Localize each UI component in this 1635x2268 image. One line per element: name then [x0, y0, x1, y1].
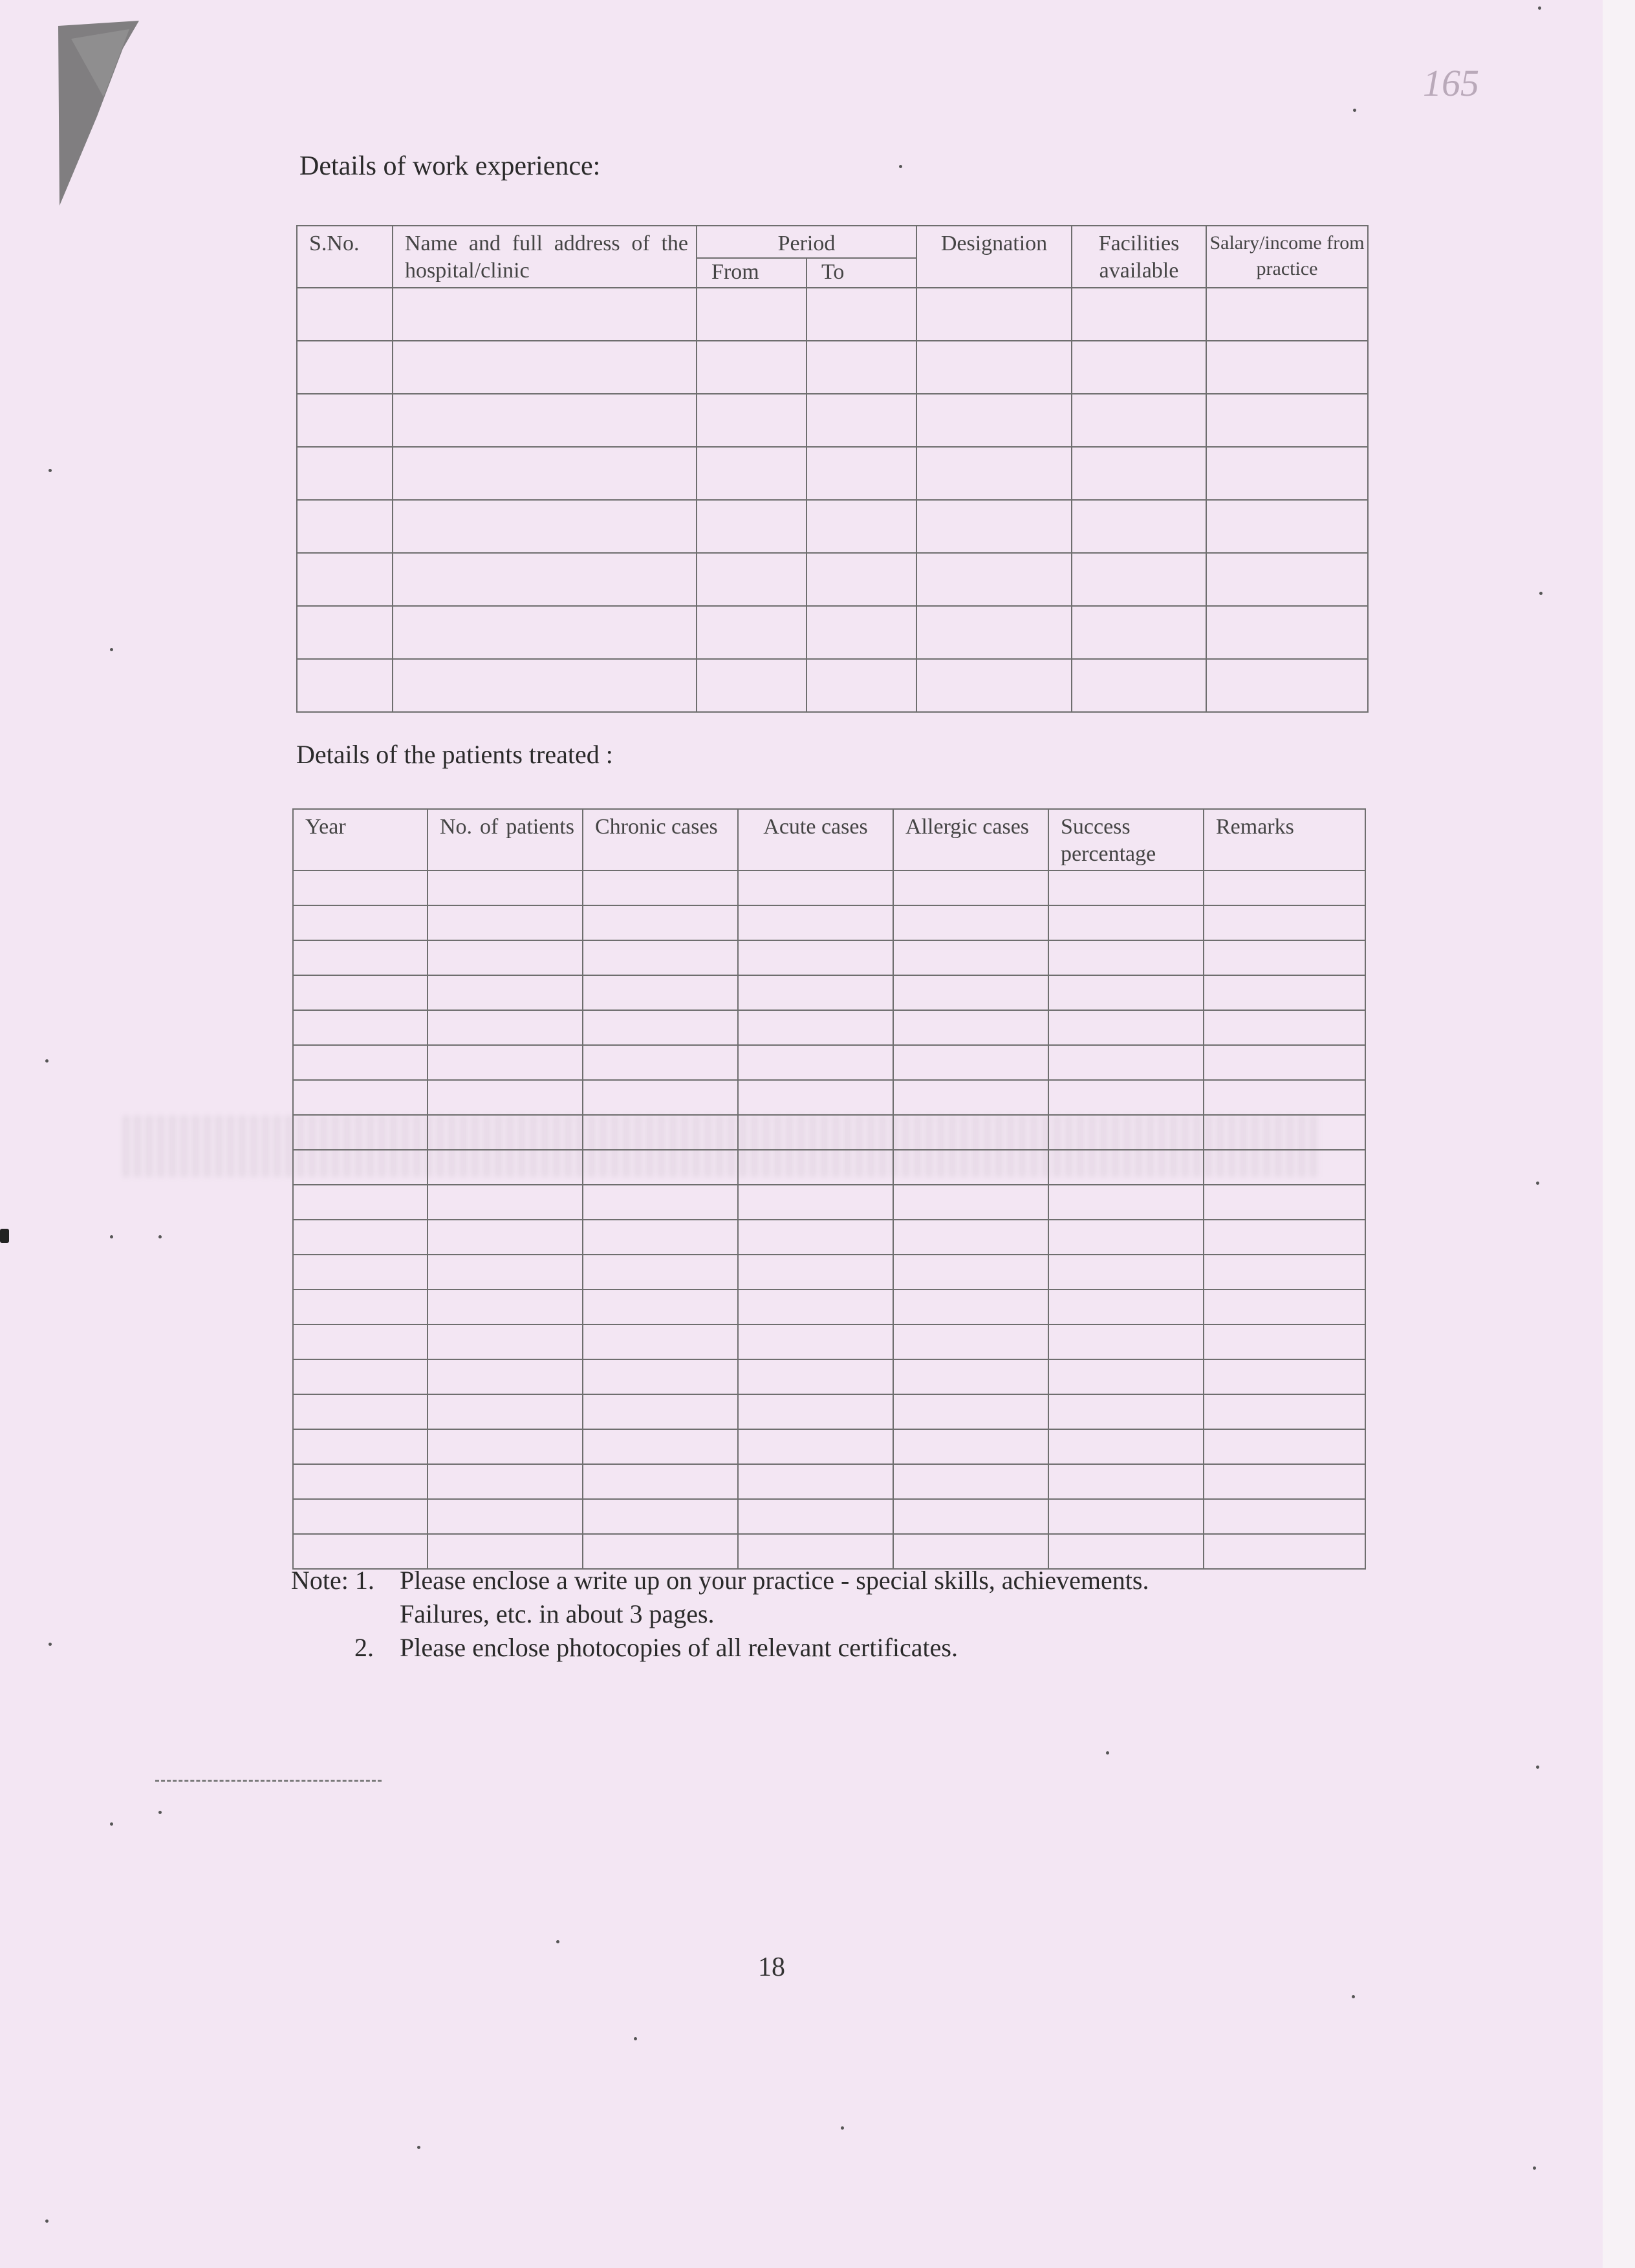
header-remarks: Remarks — [1204, 809, 1365, 870]
table-cell — [893, 1010, 1048, 1045]
scan-speck — [110, 1235, 113, 1238]
table-cell — [738, 1150, 893, 1185]
table-cell — [697, 659, 807, 712]
table-cell — [1204, 1185, 1365, 1220]
scan-speck — [158, 1811, 162, 1814]
table-cell — [1072, 553, 1206, 606]
table-cell — [807, 500, 916, 553]
table-cell — [428, 1045, 583, 1080]
header-from: From — [697, 258, 807, 288]
table-cell — [393, 447, 697, 500]
table-cell — [297, 288, 393, 341]
table-cell — [428, 1185, 583, 1220]
table-cell — [428, 940, 583, 975]
table-cell — [1048, 1359, 1204, 1394]
table-cell — [293, 1220, 428, 1255]
table-cell — [297, 606, 393, 659]
work-experience-title: Details of work experience: — [299, 151, 601, 181]
table-cell — [1048, 870, 1204, 905]
table-cell — [1204, 940, 1365, 975]
table-cell — [697, 341, 807, 394]
table-row — [297, 394, 1368, 447]
table-cell — [893, 870, 1048, 905]
table-cell — [893, 1150, 1048, 1185]
scan-edge — [1603, 0, 1635, 2268]
table-cell — [1048, 1324, 1204, 1359]
table-row — [297, 553, 1368, 606]
table-header-row — [293, 809, 1365, 870]
table-cell — [428, 1220, 583, 1255]
table-cell — [1204, 975, 1365, 1010]
table-cell — [428, 1429, 583, 1464]
scan-speck — [49, 469, 52, 472]
table-cell — [893, 975, 1048, 1010]
table-cell — [1072, 500, 1206, 553]
table-cell — [583, 1185, 738, 1220]
table-cell — [893, 1359, 1048, 1394]
table-row — [293, 1010, 1365, 1045]
table-cell — [1072, 606, 1206, 659]
table-cell — [1048, 1045, 1204, 1080]
table-row — [293, 940, 1365, 975]
table-cell — [697, 553, 807, 606]
header-sno: S.No. — [297, 226, 393, 288]
table-cell — [738, 1324, 893, 1359]
table-cell — [1204, 1115, 1365, 1150]
header-acute: Acute cases — [738, 809, 893, 870]
table-cell — [1048, 1429, 1204, 1464]
table-row — [293, 1255, 1365, 1290]
table-cell — [738, 975, 893, 1010]
table-cell — [738, 870, 893, 905]
table-cell — [428, 1499, 583, 1534]
header-to: To — [807, 258, 916, 288]
table-row — [293, 870, 1365, 905]
corner-fold-shadow — [0, 0, 168, 213]
table-cell — [428, 1394, 583, 1429]
table-cell — [293, 1150, 428, 1185]
table-cell — [697, 447, 807, 500]
table-cell — [293, 1429, 428, 1464]
scan-speck — [1533, 2166, 1536, 2170]
table-cell — [1206, 553, 1368, 606]
table-cell — [428, 1255, 583, 1290]
table-cell — [297, 394, 393, 447]
work-experience-table — [296, 225, 1369, 713]
scan-speck — [49, 1643, 52, 1646]
table-cell — [583, 905, 738, 940]
table-row — [293, 1045, 1365, 1080]
table-cell — [393, 500, 697, 553]
table-cell — [807, 606, 916, 659]
table-cell — [1206, 659, 1368, 712]
table-row — [293, 1080, 1365, 1115]
table-cell — [1206, 394, 1368, 447]
table-header-row — [297, 226, 1368, 258]
table-cell — [583, 1359, 738, 1394]
table-cell — [293, 870, 428, 905]
header-chronic: Chronic cases — [583, 809, 738, 870]
table-cell — [1048, 1255, 1204, 1290]
table-row — [297, 500, 1368, 553]
header-allergic: Allergic cases — [893, 809, 1048, 870]
table-cell — [297, 500, 393, 553]
table-cell — [293, 940, 428, 975]
note-item-1-text: Please enclose a write up on your practice - special skills, achievements. — [400, 1566, 1149, 1595]
table-cell — [583, 1429, 738, 1464]
table-cell — [697, 394, 807, 447]
table-cell — [1048, 1080, 1204, 1115]
table-cell — [893, 1255, 1048, 1290]
table-cell — [738, 1290, 893, 1324]
table-cell — [293, 1394, 428, 1429]
table-cell — [807, 659, 916, 712]
scan-speck — [556, 1940, 559, 1943]
table-cell — [293, 975, 428, 1010]
table-cell — [1048, 1499, 1204, 1534]
table-cell — [583, 1080, 738, 1115]
scan-speck — [841, 2126, 844, 2130]
note-item-1 — [291, 1564, 1358, 1597]
table-cell — [293, 1464, 428, 1499]
table-cell — [293, 1290, 428, 1324]
table-cell — [1048, 1150, 1204, 1185]
table-cell — [393, 288, 697, 341]
table-cell — [428, 905, 583, 940]
table-cell — [297, 341, 393, 394]
table-cell — [297, 447, 393, 500]
table-cell — [293, 1499, 428, 1534]
table-cell — [738, 1464, 893, 1499]
table-cell — [1204, 1394, 1365, 1429]
table-row — [293, 1394, 1365, 1429]
table-cell — [293, 1010, 428, 1045]
table-cell — [1048, 940, 1204, 975]
table-cell — [916, 394, 1072, 447]
table-cell — [697, 606, 807, 659]
table-cell — [293, 1359, 428, 1394]
table-cell — [916, 553, 1072, 606]
table-cell — [807, 553, 916, 606]
table-cell — [738, 1115, 893, 1150]
scan-speck — [45, 1059, 49, 1063]
scan-speck — [1539, 592, 1543, 595]
table-row — [293, 1185, 1365, 1220]
table-cell — [583, 1115, 738, 1150]
table-cell — [583, 870, 738, 905]
table-cell — [916, 288, 1072, 341]
scan-speck — [899, 165, 902, 168]
scan-speck — [417, 2146, 420, 2149]
table-row — [293, 1324, 1365, 1359]
scan-speck — [1536, 1766, 1539, 1769]
table-cell — [738, 1359, 893, 1394]
table-row — [293, 1290, 1365, 1324]
table-cell — [1206, 288, 1368, 341]
scan-speck — [1353, 109, 1356, 112]
note-item-1-continuation: Failures, etc. in about 3 pages. — [400, 1599, 715, 1628]
table-cell — [428, 1150, 583, 1185]
table-cell — [393, 341, 697, 394]
table-cell — [916, 447, 1072, 500]
table-cell — [1204, 1150, 1365, 1185]
scan-speck — [110, 1822, 113, 1826]
table-cell — [738, 1220, 893, 1255]
header-no-patients: No. of patients — [428, 809, 583, 870]
table-row — [297, 447, 1368, 500]
table-cell — [1072, 341, 1206, 394]
table-row — [293, 1115, 1365, 1150]
table-cell — [1204, 870, 1365, 905]
table-cell — [393, 659, 697, 712]
scan-speck — [45, 2219, 49, 2223]
table-cell — [1206, 447, 1368, 500]
table-cell — [1048, 975, 1204, 1010]
table-cell — [1072, 394, 1206, 447]
table-cell — [1204, 1045, 1365, 1080]
table-cell — [1204, 1255, 1365, 1290]
table-cell — [1204, 1220, 1365, 1255]
table-cell — [893, 1429, 1048, 1464]
table-cell — [893, 1499, 1048, 1534]
table-cell — [293, 1080, 428, 1115]
table-cell — [807, 394, 916, 447]
note-item-2 — [291, 1631, 1358, 1665]
table-cell — [1048, 905, 1204, 940]
table-cell — [583, 940, 738, 975]
table-cell — [893, 940, 1048, 975]
table-row — [293, 1464, 1365, 1499]
table-cell — [583, 975, 738, 1010]
table-cell — [738, 1429, 893, 1464]
scan-blot — [0, 1229, 9, 1243]
table-row — [297, 341, 1368, 394]
table-cell — [893, 1185, 1048, 1220]
scan-speck — [1538, 6, 1541, 10]
table-row — [297, 606, 1368, 659]
table-cell — [893, 1220, 1048, 1255]
table-row — [293, 1359, 1365, 1394]
table-cell — [738, 1080, 893, 1115]
table-cell — [583, 1290, 738, 1324]
table-cell — [738, 1255, 893, 1290]
scan-speck — [1352, 1995, 1355, 1998]
table-cell — [738, 1185, 893, 1220]
table-cell — [1204, 1010, 1365, 1045]
table-cell — [916, 500, 1072, 553]
table-cell — [583, 1255, 738, 1290]
table-cell — [893, 1324, 1048, 1359]
scan-speck — [110, 648, 113, 651]
table-cell — [893, 1464, 1048, 1499]
table-cell — [393, 553, 697, 606]
header-designation: Designation — [916, 226, 1072, 288]
table-cell — [1072, 288, 1206, 341]
table-cell — [893, 905, 1048, 940]
patients-treated-table — [292, 808, 1366, 1570]
table-cell — [1048, 1394, 1204, 1429]
table-cell — [428, 1010, 583, 1045]
patients-treated-title: Details of the patients treated : — [296, 740, 613, 769]
table-cell — [738, 1394, 893, 1429]
dashed-rule — [155, 1780, 382, 1782]
table-cell — [1048, 1010, 1204, 1045]
table-cell — [1204, 1290, 1365, 1324]
header-year: Year — [293, 809, 428, 870]
table-row — [293, 1429, 1365, 1464]
table-cell — [893, 1290, 1048, 1324]
table-cell — [738, 1499, 893, 1534]
scan-speck — [1536, 1182, 1539, 1185]
table-cell — [428, 1324, 583, 1359]
table-cell — [393, 394, 697, 447]
table-cell — [428, 1290, 583, 1324]
table-cell — [697, 500, 807, 553]
table-cell — [583, 1394, 738, 1429]
table-cell — [583, 1464, 738, 1499]
corner-page-mark: 165 — [1423, 62, 1479, 104]
header-salary: Salary/income from practice — [1206, 226, 1368, 288]
table-cell — [916, 341, 1072, 394]
table-cell — [428, 1359, 583, 1394]
table-cell — [428, 1080, 583, 1115]
table-cell — [1072, 659, 1206, 712]
table-cell — [583, 1045, 738, 1080]
table-cell — [738, 905, 893, 940]
table-cell — [428, 975, 583, 1010]
table-cell — [393, 606, 697, 659]
table-cell — [293, 1185, 428, 1220]
table-row — [293, 1220, 1365, 1255]
table-cell — [807, 341, 916, 394]
table-cell — [1048, 1464, 1204, 1499]
table-cell — [428, 870, 583, 905]
table-cell — [1206, 500, 1368, 553]
note-item-2-number: 2. — [354, 1633, 374, 1662]
table-cell — [293, 905, 428, 940]
header-name-address: Name and full address of the hospital/clinic — [393, 226, 697, 288]
table-row — [293, 905, 1365, 940]
table-cell — [1204, 1359, 1365, 1394]
table-cell — [697, 288, 807, 341]
table-cell — [916, 659, 1072, 712]
table-row — [293, 1499, 1365, 1534]
table-cell — [583, 1220, 738, 1255]
page-number: 18 — [758, 1952, 785, 1982]
table-cell — [1204, 1464, 1365, 1499]
table-cell — [1048, 1115, 1204, 1150]
table-cell — [293, 1115, 428, 1150]
header-period: Period — [697, 226, 916, 258]
table-cell — [1048, 1290, 1204, 1324]
header-success: Success percentage — [1048, 809, 1204, 870]
table-cell — [807, 288, 916, 341]
table-cell — [428, 1115, 583, 1150]
table-cell — [1048, 1220, 1204, 1255]
table-cell — [583, 1150, 738, 1185]
table-cell — [738, 940, 893, 975]
table-cell — [893, 1080, 1048, 1115]
table-cell — [1204, 905, 1365, 940]
table-cell — [583, 1010, 738, 1045]
table-cell — [738, 1045, 893, 1080]
header-facilities: Facilities available — [1072, 226, 1206, 288]
scan-speck — [1106, 1751, 1109, 1755]
table-cell — [738, 1010, 893, 1045]
table-cell — [293, 1045, 428, 1080]
table-row — [297, 288, 1368, 341]
table-cell — [583, 1499, 738, 1534]
table-cell — [893, 1045, 1048, 1080]
table-cell — [583, 1324, 738, 1359]
scan-speck — [158, 1235, 162, 1238]
table-row — [297, 659, 1368, 712]
table-cell — [1206, 606, 1368, 659]
table-cell — [297, 659, 393, 712]
table-cell — [293, 1255, 428, 1290]
table-cell — [1072, 447, 1206, 500]
table-cell — [1204, 1080, 1365, 1115]
table-row — [293, 1150, 1365, 1185]
table-cell — [893, 1115, 1048, 1150]
table-cell — [1204, 1499, 1365, 1534]
table-cell — [893, 1394, 1048, 1429]
table-cell — [1204, 1324, 1365, 1359]
table-row — [293, 975, 1365, 1010]
note-lead: Note: 1. — [291, 1566, 374, 1595]
table-cell — [428, 1464, 583, 1499]
table-cell — [1048, 1185, 1204, 1220]
table-cell — [293, 1324, 428, 1359]
notes-block — [291, 1564, 1358, 1665]
scan-speck — [634, 2037, 637, 2040]
table-cell — [916, 606, 1072, 659]
table-cell — [807, 447, 916, 500]
note-item-2-text: Please enclose photocopies of all relevant certificates. — [400, 1633, 958, 1662]
table-cell — [1204, 1429, 1365, 1464]
table-cell — [1206, 341, 1368, 394]
table-cell — [297, 553, 393, 606]
